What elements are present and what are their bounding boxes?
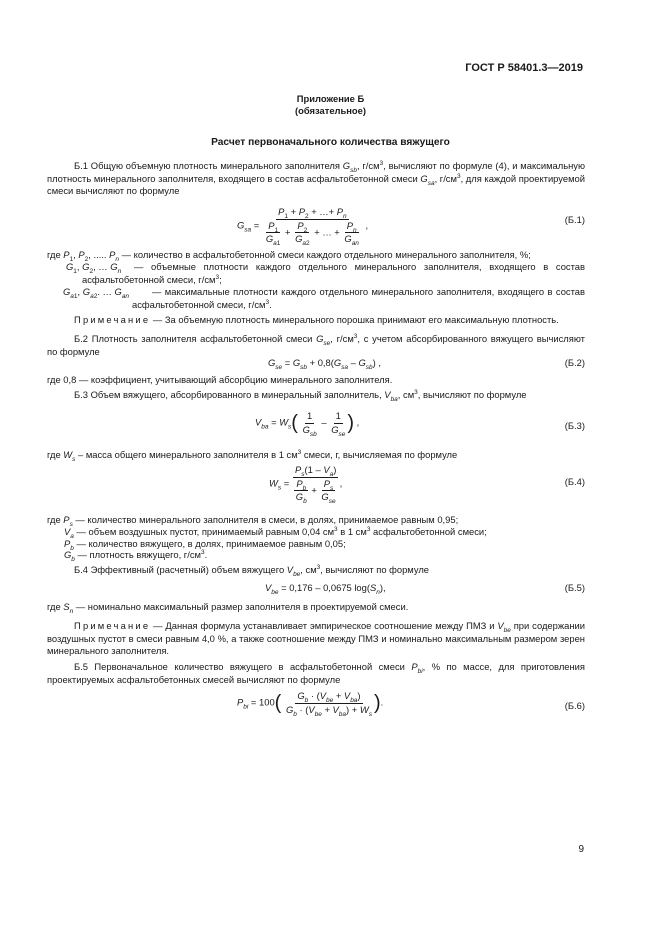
- appendix-status: (обязательное): [295, 105, 366, 116]
- equation-number-b6: (Б.6): [564, 700, 585, 711]
- where-b3: где $W_s$ – масса общего минерального заполнителя в 1 $см^3$ смеси, г, вычисляемая по формуле: [47, 448, 458, 463]
- equation-number-b5: (Б.5): [564, 582, 585, 593]
- equation-b4: $W_s$ = $P_s(1 - V_a)$ $\frac{P_b}{G_b}$ + $\frac{P_s}{G_{se}}$ , (Б.4): [269, 464, 585, 506]
- paragraph-b3: Б.3 Объем вяжущего, абсорбированного в минеральный заполнитель, $V_{ba}$, $см^3$, вычисляют по формуле: [74, 388, 527, 403]
- equation-number-b4: (Б.4): [564, 476, 585, 487]
- equation-b1: $G_{sa}$ = $P_1 + P_2$ + …+ $P_n$ $\frac{P_1}{G_{a1}}$ + $\frac{P_2}{G_{a2}}$ + … + $\frac{P_n}{G_{an}}$ , (Б.1): [237, 206, 585, 248]
- where-g: $G_1$, $G_2$, … $G_n$ — объемные плотности каждого отдельного минерального заполнителя, входящего в состав асфальтобетонной смеси, $г/см^3$;: [66, 261, 585, 285]
- equation-number-b2: (Б.2): [564, 357, 585, 368]
- where-p: где $P_1$, $P_2$, ..... $P_n$ — количество в асфальтобетонной смеси каждого отдельного минерального заполнителя, %;: [47, 249, 531, 263]
- note-1: Примечание — За объемную плотность минерального порошка принимают его максимальную плотность.: [74, 314, 559, 325]
- equation-b3: $V_{ba} = W_s$( $\frac{1}{G_{sb}}$ – $\frac{1}{G_{se}}$ ) , (Б.3): [255, 410, 585, 438]
- appendix-title: Приложение Б: [296, 93, 365, 104]
- equation-number-b1: (Б.1): [564, 214, 585, 225]
- page-number: 9: [578, 844, 584, 855]
- paragraph-b2: Б.2 Плотность заполнителя асфальтобетонной смеси $G_{se}$, $г/см^3$, с учетом абсорбированного вяжущего вычисляют по формуле: [47, 332, 585, 357]
- paragraph-b4: Б.4 Эффективный (расчетный) объем вяжущего $V_{be}$, $см^3$, вычисляют по формуле: [74, 563, 430, 578]
- note-2: Примечание — Данная формула устанавливает эмпирическое соотношение между ПМЗ и $V_{be}$ при содержании воздушных пустот в смеси равным 4,0 %, а также соотношение между ПМЗ и номинально максимальным размером зерен минерального заполнителя.: [47, 620, 585, 657]
- where-b2: где 0,8 — коэффициент, учитывающий абсорбцию минерального заполнителя.: [47, 374, 393, 385]
- where-b5: где $S_n$ — номинально максимальный размер заполнителя в проектируемой смеси.: [47, 601, 409, 615]
- where-b4: где $P_s$ — количество минерального заполнителя в смеси, в долях, принимаемое равным 0,95; $V_a$ — объем воздушных пустот, принимаемый равным 0,04 $см^3$ в 1 $см^3$ асфальтобетонной смеси; $P_b$ — количество вяжущего, в долях, принимаемое равным 0,05; $G_b$ — плотность вяжущего, $г/см^3$.: [47, 514, 487, 564]
- document-code: ГОСТ Р 58401.3—2019: [465, 62, 583, 74]
- equation-number-b3: (Б.3): [564, 420, 585, 431]
- section-title: Расчет первоначального количества вяжущего: [211, 137, 450, 148]
- equation-b6: $P_{bi} = 100$( $\frac{G_b \cdot (V_{be} + V_{ba})}{G_b \cdot (V_{be} + V_{ba}) + W_s}$ ). (Б.6): [237, 690, 585, 718]
- paragraph-b5: Б.5 Первоначальное количество вяжущего в асфальтобетонной смеси $P_{bi}$, % по массе, для приготовления проектируемых асфальтобетонных смесей вычисляют по формуле: [47, 661, 585, 685]
- paragraph-b1: Б.1 Общую объемную плотность минерального заполнителя $G_{sb}$, $г/см^3$, вычисляют по формуле (4), и максимальную плотность минерального заполнителя, входящего в состав асфальтобетонной смеси $G_{sa}$, $г/см^3$, для каждой проектируемой смеси вычисляют по формуле: [47, 159, 585, 197]
- where-ga: $G_{a1}$, $G_{a2}$. … $G_{an}$ — максимальные плотности каждого отдельного минерального заполнителя, входящего в состав асфальтобетонной смеси, $г/см^3$.: [63, 286, 585, 310]
